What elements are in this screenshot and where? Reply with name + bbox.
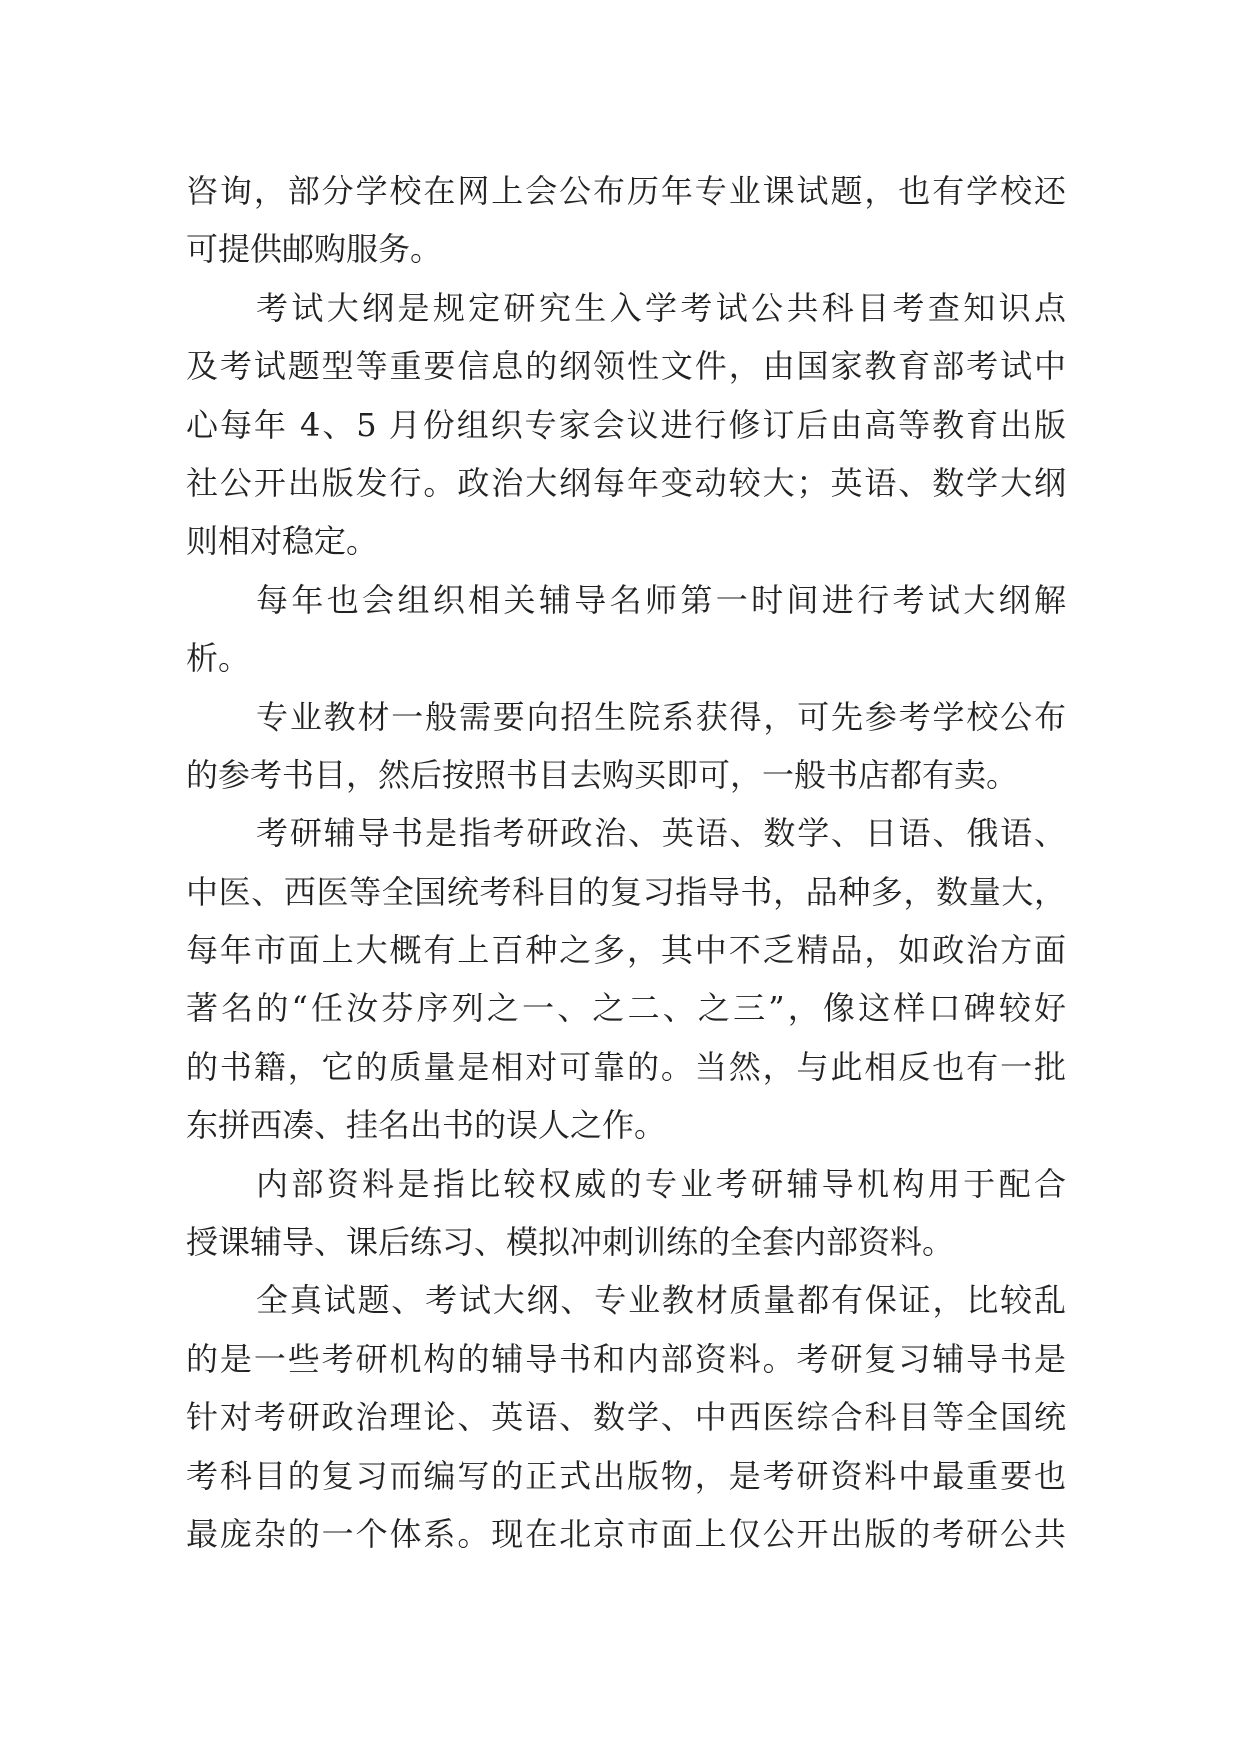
text-line: 考科目的复习而编写的正式出版物，是考研资料中最重要也 [186, 1456, 1066, 1495]
text-line: 最庞杂的一个体系。现在北京市面上仅公开出版的考研公共 [186, 1514, 1066, 1553]
text-line: 的参考书目，然后按照书目去购买即可，一般书店都有卖。 [186, 755, 1019, 794]
text-line: 的书籍，它的质量是相对可靠的。当然，与此相反也有一批 [186, 1047, 1066, 1086]
text-line: 著名的“任汝芬序列之一、之二、之三”，像这样口碑较好 [186, 989, 1066, 1028]
document-body-text [186, 162, 1066, 1563]
text-line: 则相对稳定。 [186, 522, 379, 561]
text-line: 每年也会组织相关辅导名师第一时间进行考试大纲解 [256, 580, 1066, 619]
text-line: 可提供邮购服务。 [186, 230, 443, 269]
text-line: 东拼西凑、挂名出书的误人之作。 [186, 1106, 667, 1145]
text-line: 心每年 4、5 月份组织专家会议进行修订后由高等教育出版 [186, 405, 1066, 444]
text-line: 针对考研政治理论、英语、数学、中西医综合科目等全国统 [186, 1398, 1066, 1437]
text-line: 中医、西医等全国统考科目的复习指导书，品种多，数量大， [186, 872, 1066, 911]
text-line: 及考试题型等重要信息的纲领性文件，由国家教育部考试中 [186, 347, 1066, 386]
text-line: 咨询，部分学校在网上会公布历年专业课试题，也有学校还 [186, 172, 1066, 210]
text-line: 内部资料是指比较权威的专业考研辅导机构用于配合 [256, 1164, 1066, 1203]
text-line: 每年市面上大概有上百种之多，其中不乏精品，如政治方面 [186, 931, 1066, 970]
text-line: 析。 [186, 639, 251, 678]
text-line: 考试大纲是规定研究生入学考试公共科目考查知识点 [256, 288, 1066, 327]
text-line: 考研辅导书是指考研政治、英语、数学、日语、俄语、 [256, 814, 1066, 853]
text-line: 的是一些考研机构的辅导书和内部资料。考研复习辅导书是 [186, 1339, 1066, 1378]
text-line: 专业教材一般需要向招生院系获得，可先参考学校公布 [256, 697, 1066, 736]
text-line: 社公开出版发行。政治大纲每年变动较大；英语、数学大纲 [186, 463, 1066, 502]
text-line: 授课辅导、课后练习、模拟冲刺训练的全套内部资料。 [186, 1223, 955, 1262]
text-line: 全真试题、考试大纲、专业教材质量都有保证，比较乱 [256, 1281, 1066, 1320]
